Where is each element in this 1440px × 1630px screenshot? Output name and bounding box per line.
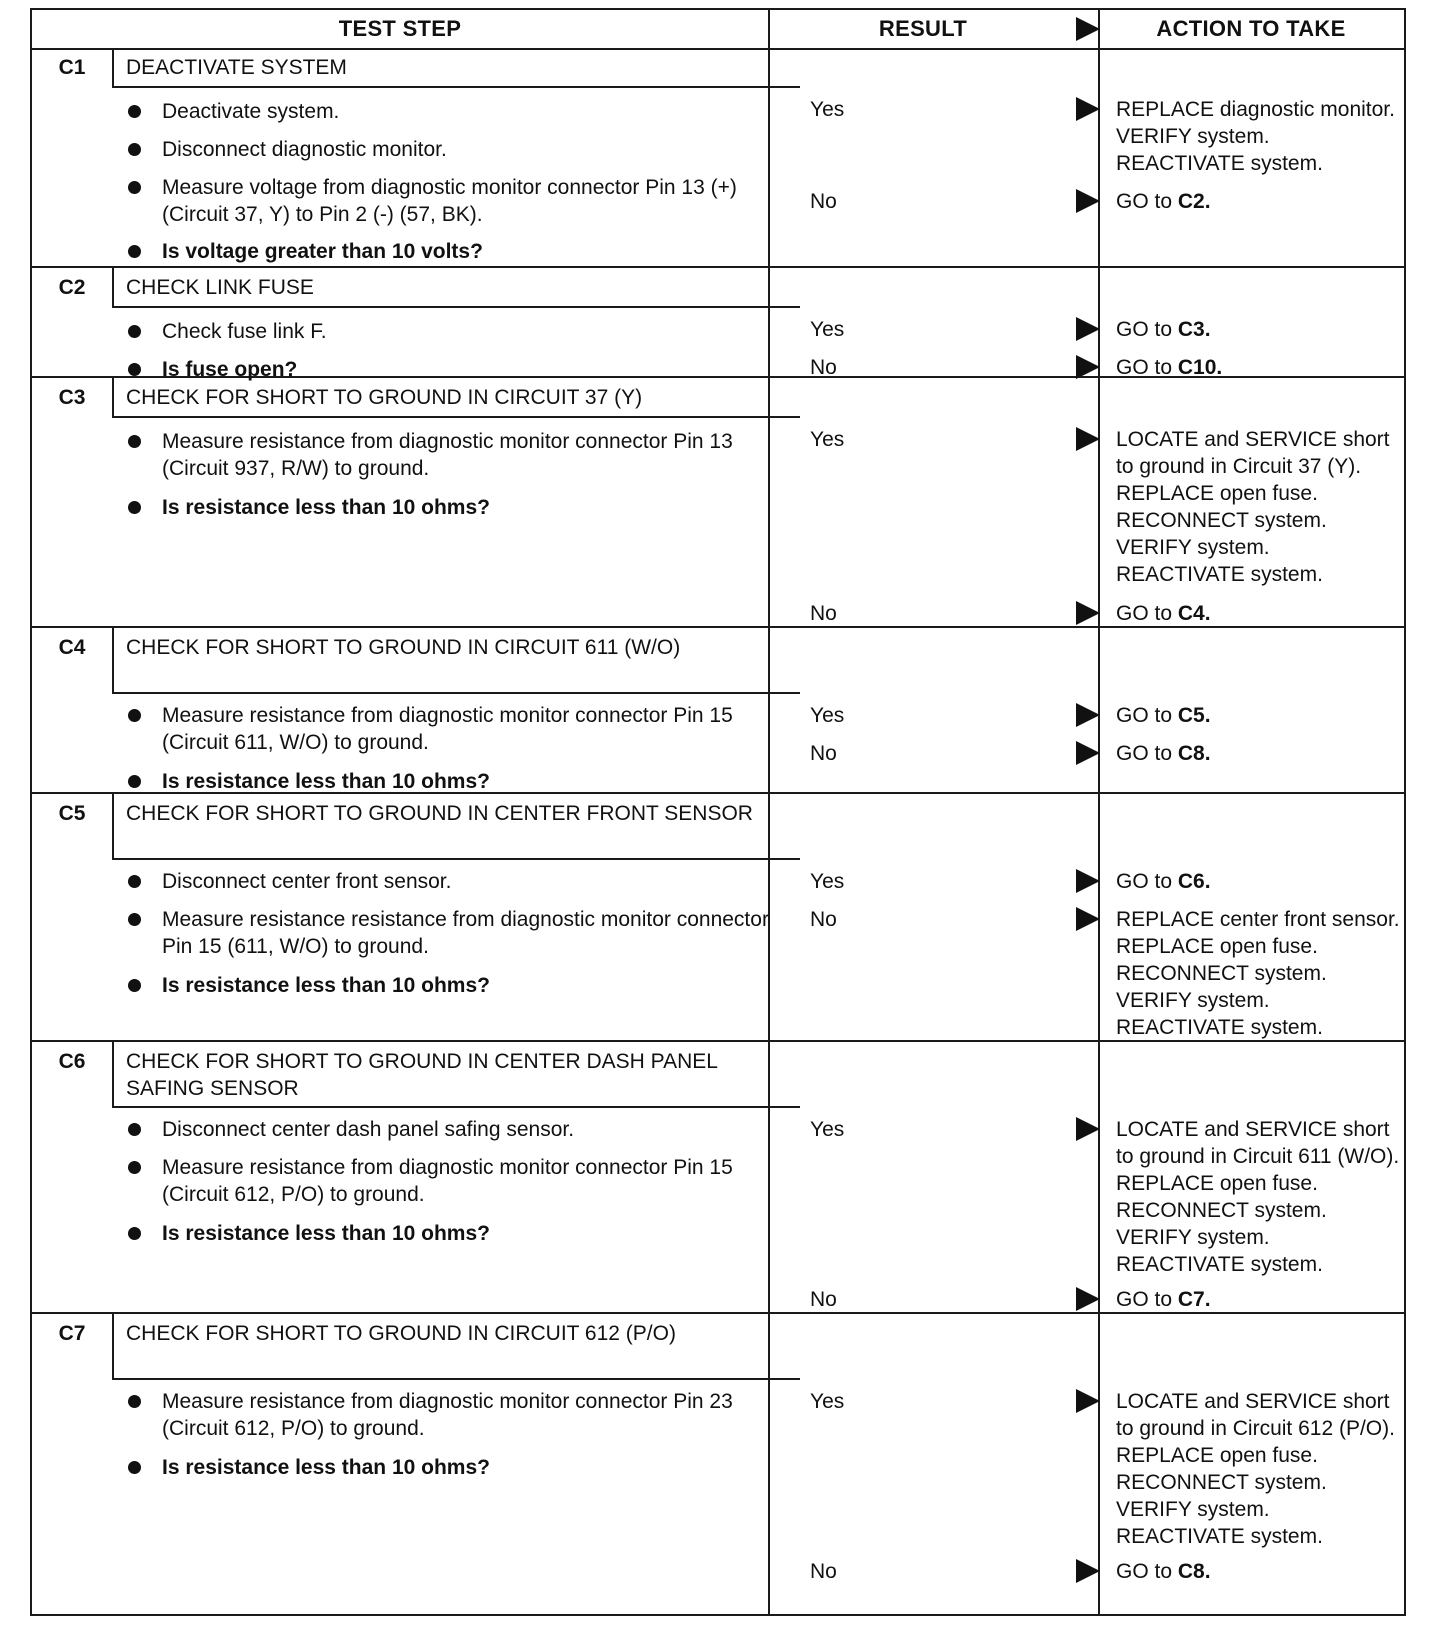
bullet-icon (128, 105, 141, 118)
arrow-right-icon (1076, 427, 1100, 451)
bullet-text: Check fuse link F. (162, 320, 327, 343)
bullet-text: Measure resistance from diagnostic monitor connector Pin 13 (Circuit 937, R/W) to ground. (162, 430, 733, 480)
arrow-right-icon (1076, 741, 1100, 765)
instruction-item (122, 1116, 792, 1143)
action-text (1116, 188, 1401, 215)
action-body: LOCATE and SERVICE short to ground in Circuit 612 (P/O). REPLACE open fuse. RECONNECT system. VERIFY system. REACTIVATE system. (1116, 1390, 1395, 1548)
question-item (122, 1454, 792, 1481)
action-text (1116, 1558, 1401, 1585)
step-id: C3 (58, 386, 86, 409)
action-text (1116, 426, 1401, 588)
step-row-c3 (32, 378, 1404, 628)
bullet-text: Measure voltage from diagnostic monitor connector Pin 13 (+) (Circuit 37, Y) to Pin 2 (-) (57, BK). (162, 176, 737, 226)
result-no: No (810, 742, 837, 765)
step-title: CHECK LINK FUSE (112, 268, 800, 308)
arrow-right-icon (1076, 97, 1100, 121)
bullet-text: Disconnect diagnostic monitor. (162, 138, 447, 161)
step-row-c4 (32, 628, 1404, 794)
step-id: C2 (58, 276, 86, 299)
step-id: C5 (58, 802, 86, 825)
step-title: CHECK FOR SHORT TO GROUND IN CIRCUIT 612 (P/O) (112, 1314, 800, 1380)
action-text (1116, 740, 1401, 767)
bullet-text: Disconnect center front sensor. (162, 870, 452, 893)
action-text (1116, 316, 1401, 343)
bullet-text: Measure resistance from diagnostic monitor connector Pin 15 (Circuit 612, P/O) to ground. (162, 1156, 733, 1206)
step-row-c7 (32, 1314, 1404, 1618)
instruction-item (122, 1154, 792, 1208)
bullet-icon (128, 1123, 141, 1136)
question-item (122, 238, 792, 265)
step-title: CHECK FOR SHORT TO GROUND IN CENTER DASH PANEL SAFING SENSOR (112, 1042, 800, 1108)
bullet-text: Deactivate system. (162, 100, 340, 123)
step-title: CHECK FOR SHORT TO GROUND IN CENTER FRONT SENSOR (112, 794, 800, 860)
bullet-icon (128, 501, 141, 514)
result-no: No (810, 602, 837, 625)
action-body: GO to (1116, 602, 1178, 625)
step-id: C1 (58, 56, 86, 79)
bullet-text: Is resistance less than 10 ohms? (162, 770, 490, 793)
bullet-icon (128, 363, 141, 376)
question-item (122, 768, 792, 795)
action-body: GO to (1116, 742, 1178, 765)
step-title: CHECK FOR SHORT TO GROUND IN CIRCUIT 37 (Y) (112, 378, 800, 418)
action-body: GO to (1116, 704, 1178, 727)
bullet-text: Is fuse open? (162, 358, 298, 381)
diagnostic-table (30, 8, 1406, 1616)
result-no: No (810, 1288, 837, 1311)
step-title: DEACTIVATE SYSTEM (112, 48, 800, 88)
arrow-right-icon (1076, 317, 1100, 341)
result-yes: Yes (810, 870, 845, 893)
header-action-to-take: ACTION TO TAKE (1156, 16, 1346, 41)
bullet-icon (128, 143, 141, 156)
action-body: GO to (1116, 1560, 1178, 1583)
instruction-item (122, 318, 792, 345)
bullet-text: Is voltage greater than 10 volts? (162, 240, 483, 263)
bullet-icon (128, 709, 141, 722)
action-text (1116, 1286, 1401, 1313)
result-yes: Yes (810, 318, 845, 341)
goto-step-ref: C3. (1177, 318, 1211, 341)
result-no: No (810, 908, 837, 931)
instruction-item (122, 702, 792, 756)
bullet-text: Measure resistance from diagnostic monitor connector Pin 23 (Circuit 612, P/O) to ground. (162, 1390, 733, 1440)
bullet-icon (128, 435, 141, 448)
action-body: REPLACE center front sensor. REPLACE open fuse. RECONNECT system. VERIFY system. REACTIVATE system. (1116, 908, 1400, 1039)
step-row-c6 (32, 1042, 1404, 1314)
bullet-icon (128, 1161, 141, 1174)
result-yes: Yes (810, 704, 845, 727)
instruction-item (122, 174, 792, 228)
action-text (1116, 868, 1401, 895)
goto-step-ref: C7. (1177, 1288, 1211, 1311)
goto-step-ref: C8. (1177, 742, 1211, 765)
action-text (1116, 354, 1401, 381)
arrow-right-icon (1076, 869, 1100, 893)
action-text (1116, 96, 1401, 177)
goto-step-ref: C6. (1177, 870, 1211, 893)
bullet-text: Measure resistance from diagnostic monitor connector Pin 15 (Circuit 611, W/O) to ground. (162, 704, 733, 754)
header-result: RESULT (878, 16, 968, 41)
arrow-right-icon (1076, 703, 1100, 727)
step-id: C7 (58, 1322, 86, 1345)
step-title: CHECK FOR SHORT TO GROUND IN CIRCUIT 611 (W/O) (112, 628, 800, 694)
action-body: LOCATE and SERVICE short to ground in Circuit 611 (W/O). REPLACE open fuse. RECONNECT system. VERIFY system. REACTIVATE system. (1116, 1118, 1400, 1276)
bullet-icon (128, 1395, 141, 1408)
step-id: C6 (58, 1050, 86, 1073)
instruction-item (122, 868, 792, 895)
bullet-text: Is resistance less than 10 ohms? (162, 1456, 490, 1479)
arrow-right-icon (1076, 355, 1100, 379)
bullet-icon (128, 875, 141, 888)
instruction-item (122, 1388, 792, 1442)
result-no: No (810, 356, 837, 379)
instruction-item (122, 906, 792, 960)
bullet-text: Is resistance less than 10 ohms? (162, 496, 490, 519)
goto-step-ref: C8. (1177, 1560, 1211, 1583)
instruction-item (122, 98, 792, 125)
arrow-right-icon (1076, 601, 1100, 625)
action-body: GO to (1116, 318, 1178, 341)
result-no: No (810, 1560, 837, 1583)
action-body: LOCATE and SERVICE short to ground in Circuit 37 (Y). REPLACE open fuse. RECONNECT system. VERIFY system. REACTIVATE system. (1116, 428, 1390, 586)
step-row-c2 (32, 268, 1404, 381)
question-item (122, 1220, 792, 1247)
action-text (1116, 600, 1401, 627)
header-test-step: TEST STEP (338, 16, 462, 41)
bullet-icon (128, 245, 141, 258)
result-yes: Yes (810, 1390, 845, 1413)
action-body: GO to (1116, 1288, 1178, 1311)
goto-step-ref: C5. (1177, 704, 1211, 727)
arrow-right-icon (1076, 907, 1100, 931)
action-text (1116, 1388, 1401, 1550)
bullet-icon (128, 979, 141, 992)
bullet-text: Is resistance less than 10 ohms? (162, 1222, 490, 1245)
bullet-icon (128, 775, 141, 788)
bullet-icon (128, 913, 141, 926)
result-yes: Yes (810, 98, 845, 121)
bullet-text: Disconnect center dash panel safing sensor. (162, 1118, 575, 1141)
bullet-icon (128, 325, 141, 338)
arrow-right-icon (1076, 1287, 1100, 1311)
action-text (1116, 906, 1401, 1041)
action-body: REPLACE diagnostic monitor. VERIFY system. REACTIVATE system. (1116, 98, 1395, 175)
step-row-c5 (32, 794, 1404, 1042)
arrow-right-icon (1076, 1389, 1100, 1413)
bullet-text: Measure resistance resistance from diagnostic monitor connector Pin 15 (611, W/O) to ground. (162, 908, 769, 958)
arrow-right-icon (1076, 1559, 1100, 1583)
result-yes: Yes (810, 1118, 845, 1141)
goto-step-ref: C4. (1177, 602, 1211, 625)
result-yes: Yes (810, 428, 845, 451)
bullet-text: Is resistance less than 10 ohms? (162, 974, 490, 997)
step-id: C4 (58, 636, 86, 659)
bullet-icon (128, 181, 141, 194)
question-item (122, 494, 792, 521)
bullet-icon (128, 1227, 141, 1240)
action-body: GO to (1116, 190, 1178, 213)
action-body: GO to (1116, 870, 1178, 893)
result-no: No (810, 190, 837, 213)
bullet-icon (128, 1461, 141, 1474)
goto-step-ref: C10. (1177, 356, 1223, 379)
action-body: GO to (1116, 356, 1178, 379)
action-text (1116, 1116, 1401, 1278)
step-row-c1 (32, 48, 1404, 268)
arrow-right-icon (1076, 189, 1100, 213)
instruction-item (122, 428, 792, 482)
instruction-item (122, 136, 792, 163)
arrow-right-icon (1076, 1117, 1100, 1141)
question-item (122, 972, 792, 999)
action-text (1116, 702, 1401, 729)
header-arrow-icon (1076, 17, 1100, 41)
goto-step-ref: C2. (1177, 190, 1211, 213)
